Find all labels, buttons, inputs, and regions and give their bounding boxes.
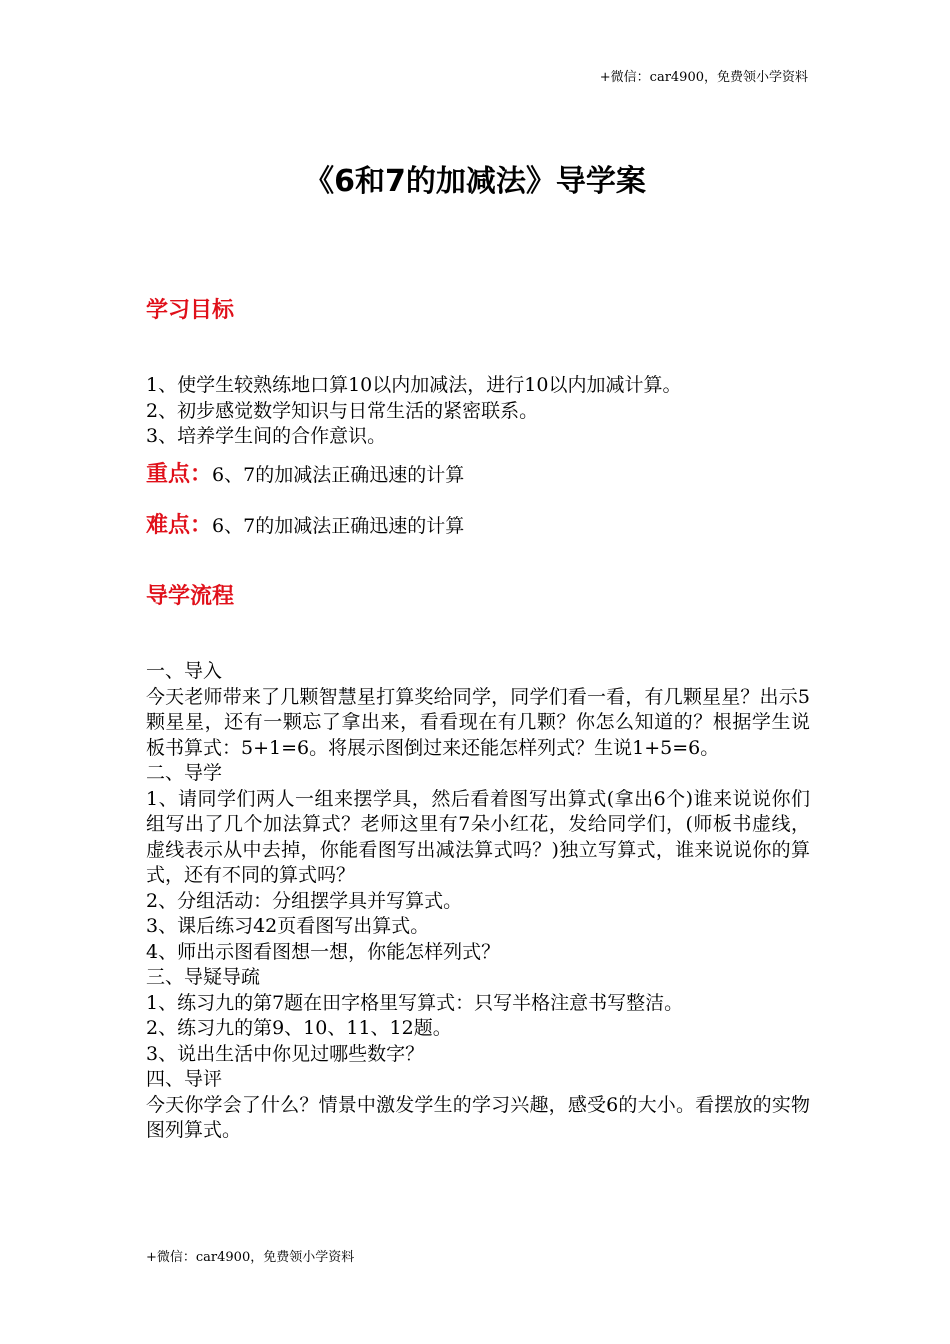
review-text: 今天你学会了什么？情景中激发学生的学习兴趣，感受6的大小。看摆放的实物图列算式。 [146, 1093, 810, 1141]
goal-item: 3、培养学生间的合作意识。 [146, 425, 387, 447]
footer-watermark: +微信：car4900，免费领小学资料 [146, 1250, 355, 1265]
study-item: 2、分组活动：分组摆学具并写算式。 [146, 889, 463, 912]
goal-item: 2、初步感觉数学知识与日常生活的紧密联系。 [146, 399, 539, 422]
doubt-title: 三、导疑导疏 [146, 966, 261, 988]
key-point-label: 重点： [146, 462, 213, 487]
doubt-item: 3、说出生活中你见过哪些数字？ [146, 1042, 425, 1065]
process-body [146, 659, 810, 1144]
difficulty-label: 难点： [146, 513, 213, 538]
document-title: 《6和7的加减法》导学案 [304, 164, 646, 199]
key-point-text: 6、7的加减法正确迅速的计算 [212, 464, 465, 486]
process-heading: 导学流程 [146, 584, 235, 609]
review-title: 四、导评 [146, 1068, 223, 1090]
study-item: 3、课后练习42页看图写出算式。 [146, 915, 430, 937]
intro-title: 一、导入 [146, 660, 223, 682]
study-item: 4、师出示图看图想一想，你能怎样列式？ [146, 940, 501, 963]
goal-item: 1、使学生较熟练地口算10以内加减法，进行10以内加减计算。 [146, 374, 682, 396]
key-point-row [146, 457, 464, 488]
doubt-item: 2、练习九的第9、10、11、12题。 [146, 1017, 452, 1039]
goals-heading: 学习目标 [146, 298, 235, 323]
study-text: 1、请同学们两人一组来摆学具，然后看着图写出算式(拿出6个)谁来说说你们组写出了几个加法算式？老师这里有7朵小红花，发给同学们，(师板书虚线，虚线表示从中去掉，你能看图写出减法算式吗？)独立写算式，谁来说说你的算式，还有不同的算式吗？ [146, 787, 810, 886]
header-watermark: +微信：car4900，免费领小学资料 [599, 70, 808, 85]
goals-list [146, 373, 810, 450]
intro-text: 今天老师带来了几颗智慧星打算奖给同学，同学们看一看，有几颗星星？出示5颗星星，还有一颗忘了拿出来，看看现在有几颗？你怎么知道的？根据学生说板书算式：5+1=6。将展示图倒过来还能怎样列式？生说1+5=6。 [146, 685, 810, 759]
study-title: 二、导学 [146, 762, 223, 784]
difficulty-text: 6、7的加减法正确迅速的计算 [212, 515, 465, 537]
difficulty-row [146, 508, 464, 539]
doubt-item: 1、练习九的第7题在田字格里写算式：只写半格注意书写整洁。 [146, 991, 684, 1014]
